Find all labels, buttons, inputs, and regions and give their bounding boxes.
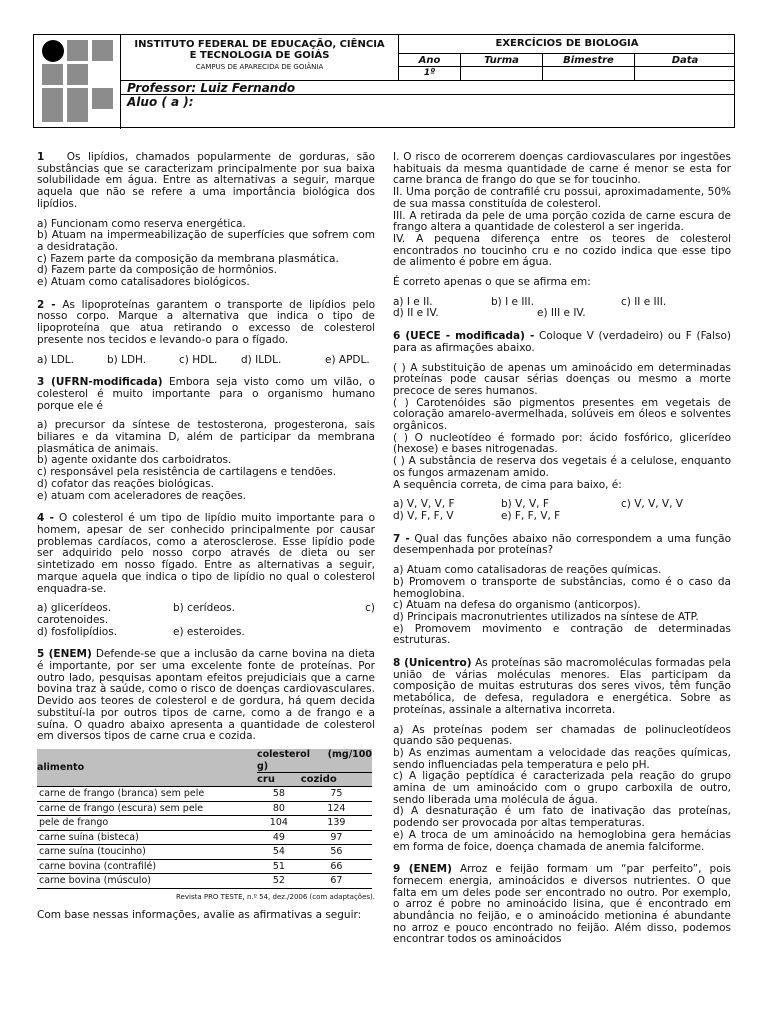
table-cell: carne de frango (escura) sem pele [37,801,257,816]
table-cell: 51 [257,859,301,874]
question-5-continued [393,152,731,320]
table-cell: carne bovina (músculo) [37,874,257,889]
bimestre-column [543,54,635,81]
data-header: Data [635,54,735,67]
alternative: c) [365,602,375,615]
institute-name-cell [121,35,399,80]
exercise-title: EXERCÍCIOS DE BIOLOGIA [495,38,639,49]
table-row [37,859,372,874]
data-column [635,54,735,81]
header-box [33,34,735,128]
table-cell: 97 [301,830,372,845]
true-false-item: ( ) O nucleotídeo é formado por: ácido fosfórico, glicerídeo (hexose) e bases nitrogenadas. [393,431,731,456]
table-row [37,830,372,845]
table-cell: 139 [301,816,372,831]
question-text-continuation: Com base nessas informações, avalie as afirmativas a seguir: [37,908,362,921]
data-value [635,67,735,80]
question-number: 9 (ENEM) [393,863,452,876]
table-cell: 75 [301,787,372,802]
table-cell: 80 [257,801,301,816]
question-text: Arroz e feijão formam um “par perfeito”, pois fornecem energia, aminoácidos e diversos nutrientes. O que falta em um deles pode ser encontrado no outro. Por exemplo, o arroz é pobre no aminoácido lisina, que é encontrado em abundância no feijão, e o aminoácido metionina é abundante no arroz e pouco encontrado no feijão. Além disso, podemos encontrar todos os aminoácidos [393,863,732,946]
logo-square-icon [67,104,88,122]
alternative: a) Funcionam como reserva energética. [37,217,246,230]
true-false-item: ( ) A substância de reserva dos vegetais é a celulose, enquanto os fungos armazenam amido. [393,455,731,479]
question-1 [37,152,375,289]
alternative: c) responsável pela resistência de cartilagens e tendões. [37,466,337,479]
alternative: e) III e IV. [537,307,586,320]
alternative: e) esteroides. [173,625,245,638]
alternative: d) Principais macronutrientes utilizados na síntese de ATP. [393,610,699,623]
alternative: e) F, F, V, F [501,509,561,522]
question-text: Os lipídios, chamados popularmente de gorduras, são substâncias que se caracterizam principalmente por sua baixa solubilidade em água. Entre as alternativas a seguir, marque aquela que não se refere a uma importância biológica dos lipídios. [37,151,375,210]
alternative: a) precursor da síntese de testosterona, progesterona, sais biliares e da vitamina D, além de participar da membrana plasmática de animais. [37,419,375,455]
table-cell: 49 [257,830,301,845]
exercise-info-cell [399,35,735,80]
question-text: As proteínas são macromoléculas formadas pela união de várias moléculas menores. Elas participam da composição de muitas estruturas dos seres vivos, têm função metabólica, de defesa, reguladora e energética. Sobre as proteínas, assinale a alternativa incorreta. [393,657,731,716]
question-4 [37,513,375,638]
question-number: 7 - [393,532,410,545]
professor-row: Professor: Luiz Fernando [121,80,735,94]
alternative: e) APDL. [325,353,370,366]
ano-value: 1º [423,68,436,78]
alternative: c) Fazem parte da composição da membrana plasmática. [37,252,339,265]
table-header-cru: cru [257,773,301,787]
alternative: b) cerídeos. [173,602,235,615]
cholesterol-table [37,749,372,889]
table-source: Revista PRO TESTE, n.º 54, dez./2006 (com adaptações). [176,892,375,901]
alternative: c) V, V, V, V [621,498,683,511]
alternative: c) HDL. [179,353,218,366]
class-info-grid [399,53,735,80]
question-9 [393,864,731,946]
institute-logo [34,35,121,129]
question-2 [37,300,375,367]
statement: IV. A pequena diferença entre os teores de colesterol encontrados no toucinho cru e no cozido indica que esse tipo de alimento é pobre em água. [393,232,731,269]
alternative: c) Atuam na defesa do organismo (anticorpos). [393,599,641,612]
alternative: a) V, V, V, F [393,498,455,511]
correct-prompt: É correto apenas o que se afirma em: [393,276,591,289]
logo-square-icon [42,64,63,85]
alternative: b) LDH. [107,353,147,366]
table-cell: 104 [257,816,301,831]
table-cell: 56 [301,845,372,860]
question-text: O colesterol é um tipo de lipídio muito importante para o homem, apesar de ser conhecido principalmente por causar problemas cardíacos, como a aterosclerose. Esse lipídio pode ser adquirido pelo nosso corpo através de dieta ou ser sintetizado em nosso fígado. Entre as alternativas a seguir, marque aquela que indica o tipo de lipídio no qual o colesterol enquadra-se. [37,512,376,595]
ano-column [399,54,461,81]
alternative: d) V, F, F, V [393,509,454,522]
alternative: b) V, V, F [501,498,549,511]
turma-column [461,54,543,81]
table-cell: 124 [301,801,372,816]
alternatives-row [37,627,375,639]
institute-name-line2: E TECNOLOGIA DE GOIÁS [189,50,330,61]
table-cell: 58 [257,787,301,802]
logo-square-icon [67,64,88,85]
left-column [37,152,375,921]
table-row [37,816,372,831]
question-8 [393,658,731,853]
table-row [37,787,372,802]
true-false-item: ( ) A substituição de apenas um aminoácido em determinadas proteínas pode causar sérias doenças ou mesmo a morte precoce de seres humanos. [393,361,731,397]
question-number: 2 - [37,298,56,311]
alternative: d) cofator das reações biológicas. [37,477,214,490]
alternative: d) A desnaturação é um fato de inativação das proteínas, podendo ser provocada por altas temperaturas. [393,805,731,830]
table-cell: carne de frango (branca) sem pele [37,787,257,802]
bimestre-value [543,67,634,80]
table-row [37,801,372,816]
question-3 [37,377,375,502]
table-header-cozido: cozido [301,773,372,787]
alternatives-row [37,355,375,367]
alternative: a) I e II. [393,295,433,308]
question-text: Coloque V (verdadeiro) ou F (Falso) para as afirmações abaixo. [393,330,731,354]
turma-header: Turma [461,54,542,67]
statement: II. Uma porção de contrafilé cru possui, aproximadamente, 50% de sua massa constituída de colesterol. [393,186,731,210]
alternative: a) glicerídeos. [37,602,112,615]
alternative: d) ILDL. [241,353,282,366]
table-cell: 54 [257,845,301,860]
table-header-alimento: alimento [37,749,257,787]
ano-header: Ano [399,54,460,67]
statement: III. A retirada da pele de uma porção cozida de carne escura de frango altera a quantidade de colesterol a ser ingerida. [393,209,731,234]
logo-square-icon [92,88,113,109]
alternative: e) atuam com aceleradores de reações. [37,489,247,502]
logo-square-icon [92,40,113,61]
true-false-item: ( ) Carotenóides são pigmentos presentes em vegetais de coloração amarelo-avermelhada, solúveis em óleos e solventes orgânicos. [393,396,731,433]
alternative: d) fosfolipídios. [37,625,118,638]
alternative: b) agente oxidante dos carboidratos. [37,454,232,467]
campus-name: CAMPUS DE APARECIDA DE GOIÂNIA [195,63,324,71]
table-cell: carne suína (bisteca) [37,830,257,845]
table-row [37,845,372,860]
alternative: e) A troca de um aminoácido na hemoglobina gera hemácias em forma de foice, doença chamada de anemia falciforme. [393,828,731,853]
question-5 [37,649,375,921]
alternatives-row [393,308,731,320]
bimestre-header: Bimestre [543,54,634,67]
table-header-colesterol: colesterol (mg/100 g) [257,748,372,772]
alternative: d) Fazem parte da composição de hormônios. [37,264,277,277]
question-number: 8 (Unicentro) [393,657,472,670]
question-number: 6 (UECE - modificada) - [393,330,535,343]
institute-name-line1: INSTITUTO FEDERAL DE EDUCAÇÃO, CIÊNCIA [134,39,385,50]
table-cell: pele de frango [37,816,257,831]
table-cell: carne bovina (contrafilé) [37,859,257,874]
question-number: 4 - [37,512,54,525]
alternative: a) LDL. [37,353,74,366]
alternatives-row [393,511,731,523]
right-column [393,152,731,946]
table-cell: 52 [257,874,301,889]
logo-square-icon [67,40,88,61]
alternative: c) II e III. [621,295,667,308]
table-cell: 66 [301,859,372,874]
alternative-continuation: carotenoides. [37,613,109,626]
question-text: Defende-se que a inclusão da carne bovina na dieta é importante, por ser uma excelente fonte de proteínas. Por outro lado, pesquisas apontam efeitos prejudiciais que a carne bovina traz à saúde, como o risco de doenças cardiovasculares. Devido aos teores de colesterol e de gordura, há quem decida substituí-la por outros tipos de carne, como a de frango e a suína. O quadro abaixo apresenta a quantidade de colesterol em diversos tipos de carne crua e cozida. [37,648,375,743]
alternative: b) Promovem o transporte de substâncias, como é o caso da hemoglobina. [393,575,731,600]
alternative: e) Atuam como catalisadores biológicos. [37,276,250,289]
alternative: a) Atuam como catalisadoras de reações químicas. [393,564,662,577]
question-number: 5 (ENEM) [37,648,92,661]
turma-value [461,67,542,80]
question-number: 1 [37,151,45,163]
logo-red-dot-icon [42,40,64,62]
logo-square-icon [42,104,63,122]
question-text: Embora seja visto como um vilão, o colesterol é muito importante para o organismo humano porque ele é [37,376,376,412]
alternative: b) I e III. [491,295,534,308]
statement: I. O risco de ocorrerem doenças cardiovasculares por ingestões habituais da mesma quantidade de carne é menor se esta for carne branca de frango do que se for toucinho. [393,151,731,187]
table-cell: 67 [301,874,372,889]
question-number: 3 (UFRN-modificada) [37,376,163,389]
sequence-prompt: A sequência correta, de cima para baixo, é: [393,478,622,491]
table-row [37,874,372,889]
alternative: a) As proteínas podem ser chamadas de polinucleotídeos quando são pequenas. [393,723,731,748]
alternative: b) Atuam na impermeabilização de superfícies que sofrem com a desidratação. [37,229,375,253]
question-7 [393,534,731,647]
student-name-row: Aluo ( a ): [121,94,735,129]
alternative: e) Promovem movimento e contração de determinadas estruturas. [393,622,731,647]
table-cell: carne suína (toucinho) [37,845,257,860]
question-text: As lipoproteínas garantem o transporte de lipídios pelo nosso corpo. Marque a alternativa que indica o tipo de lipoproteína que atua retirando o excesso de colesterol presente nos tecidos e levando-o para o fígado. [37,298,375,346]
alternative: b) As enzimas aumentam a velocidade das reações químicas, sendo influenciadas pela temperatura e pelo pH. [393,746,731,771]
question-text: Qual das funções abaixo não correspondem a uma função desempenhada por proteínas? [393,532,732,557]
alternative: d) II e IV. [393,307,439,320]
alternative: c) A ligação peptídica é caracterizada pela reação do grupo amina de um aminoácido com o grupo carboxila de outro, sendo liberada uma molécula de água. [393,770,731,806]
question-6 [393,331,731,523]
